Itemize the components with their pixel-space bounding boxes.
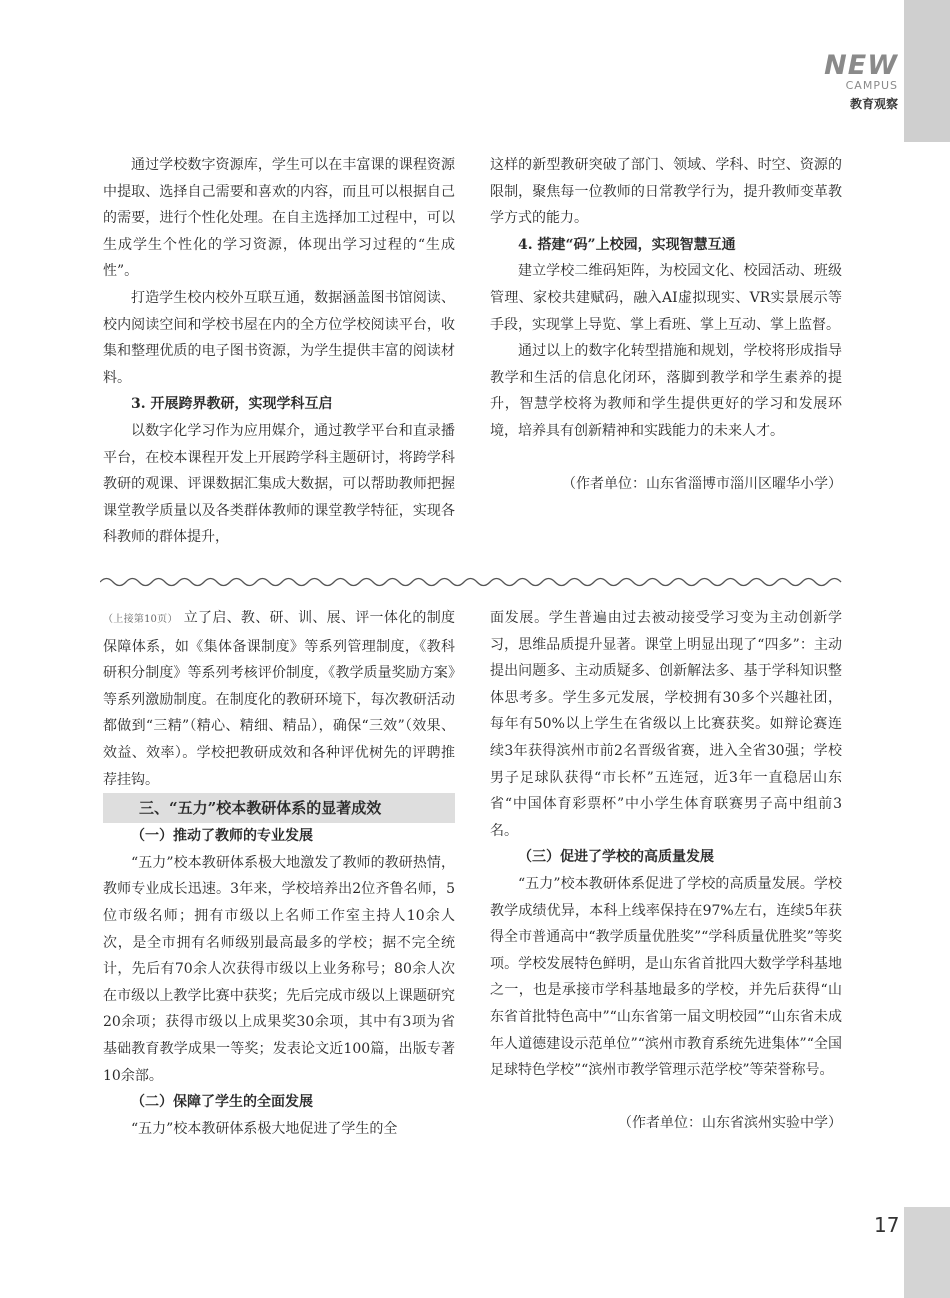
page-number: 17	[874, 1213, 900, 1237]
brand-new: NEW	[824, 50, 898, 81]
paragraph: 打造学生校内校外互联互通，数据涵盖图书馆阅读、校内阅读空间和学校书屋在内的全方位学校阅读平台，收集和整理优质的电子图书资源，为学生提供丰富的阅读材料。	[103, 289, 455, 386]
paragraph: “五力”校本教研体系促进了学校的高质量发展。学校教学成绩优异，本科上线率保持在97%左右，连续5年获得全市普通高中“教学质量优胜奖”“学科质量优胜奖”等奖项。学校发展特色鲜明，是山东省首批四大数学学科基地之一，也是承接市学科基地最多的学校，并先后获得“山东省首批特色高中”“山东省第一届文明校园”“山东省未成年人道德建设示范单位”“滨州市教育系统先进集体”“全国足球特色学校”“滨州市教学管理示范学校”等荣誉称号。	[490, 875, 842, 1079]
continued-note: （上接第10页）	[103, 614, 178, 625]
paragraph: 通过学校数字资源库，学生可以在丰富课的课程资源中提取、选择自己需要和喜欢的内容，而且可以根据自己的需要，进行个性化处理。在自主选择加工过程中，可以生成学生个性化的学习资源，体现出学习过程的“生成性”。	[103, 157, 455, 280]
paragraph: 通过以上的数字化转型措施和规划，学校将形成指导教学和生活的信息化闭环，落脚到教学和学生素养的提升，智慧学校将为教师和学生提供更好的学习和发展环境，培养具有创新精神和实践能力的未来人才。	[490, 343, 842, 439]
column-title: 教育观察	[849, 97, 898, 111]
author-affiliation: （作者单位：山东省滨州实验中学）	[618, 1114, 842, 1131]
bottom-right-column	[490, 605, 842, 1136]
author-affiliation: （作者单位：山东省淄博市淄川区曜华小学）	[562, 475, 842, 492]
bottom-left-column	[103, 605, 455, 1142]
footer-side-bar	[904, 1207, 950, 1298]
paragraph: “五力”校本教研体系极大地促进了学生的全	[131, 1120, 398, 1137]
top-left-column	[103, 152, 455, 551]
subheading: （一）推动了教师的专业发展	[131, 828, 313, 845]
top-right-column	[490, 152, 842, 497]
subheading: 3. 开展跨界教研，实现学科互启	[131, 396, 333, 413]
paragraph: 面发展。学生普遍由过去被动接受学习变为主动创新学习，思维品质提升显著。课堂上明显出现了“四多”：主动提出问题多、主动质疑多、创新解法多、基于学科知识整体思考多。学生多元发展，学校拥有30多个兴趣社团，每年有50%以上学生在省级以上比赛获奖。如辩论赛连续3年获得滨州市前2名晋级省赛，进入全省30强；学校男子足球队获得“市长杯”五连冠，近3年一直稳居山东省“中国体育彩票杯”中小学生体育联赛男子高中组前3名。	[490, 610, 842, 839]
paragraph: 建立学校二维码矩阵，为校园文化、校园活动、班级管理、家校共建赋码，融入AI虚拟现实、VR实景展示等手段，实现掌上导览、掌上看班、掌上互动、掌上监督。	[490, 263, 842, 333]
wavy-divider	[100, 575, 845, 589]
subheading: 4. 搭建“码”上校园，实现智慧互通	[518, 236, 736, 253]
paragraph: 以数字化学习作为应用媒介，通过教学平台和直录播平台，在校本课程开发上开展跨学科主题研讨，将跨学科教研的观课、评课数据汇集成大数据，可以帮助教师把握课堂教学质量以及各类群体教师的课堂教学特征，实现各科教师的群体提升，	[103, 422, 455, 546]
brand-campus: CAMPUS	[845, 79, 898, 92]
paragraph	[103, 605, 455, 793]
paragraph: 这样的新型教研突破了部门、领域、学科、时空、资源的限制，聚焦每一位教师的日常教学行为，提升教师变革教学方式的能力。	[490, 157, 842, 227]
paragraph: “五力”校本教研体系极大地激发了教师的教研热情，教师专业成长迅速。3年来，学校培养出2位齐鲁名师，5位市级名师；拥有市级以上名师工作室主持人10余人次，是全市拥有名师级别最高最多的学校；据不完全统计，先后有70余人次获得市级以上业务称号；80余人次在市级以上教学比赛中获奖；先后完成市级以上课题研究20余项；获得市级以上成果奖30余项，其中有3项为省基础教育教学成果一等奖；发表论文近100篇，出版专著10余部。	[103, 854, 455, 1084]
magazine-brand	[824, 52, 898, 112]
subheading: （三）促进了学校的高质量发展	[518, 849, 714, 866]
section-heading: 三、“五力”校本教研体系的显著成效	[103, 793, 455, 823]
paragraph-text: 立了启、教、研、训、展、评一体化的制度保障体系，如《集体备课制度》等系列管理制度，《教科研积分制度》等系列考核评价制度，《教学质量奖励方案》等系列激励制度。在制度化的教研环境下，每次教研活动都做到“三精”（精心、精细、精品），确保“三效”（效果、效益、效率）。学校把教研成效和各种评优树先的评聘推荐挂钩。	[103, 610, 455, 788]
header-side-bar	[904, 0, 950, 142]
subheading: （二）保障了学生的全面发展	[131, 1094, 313, 1111]
